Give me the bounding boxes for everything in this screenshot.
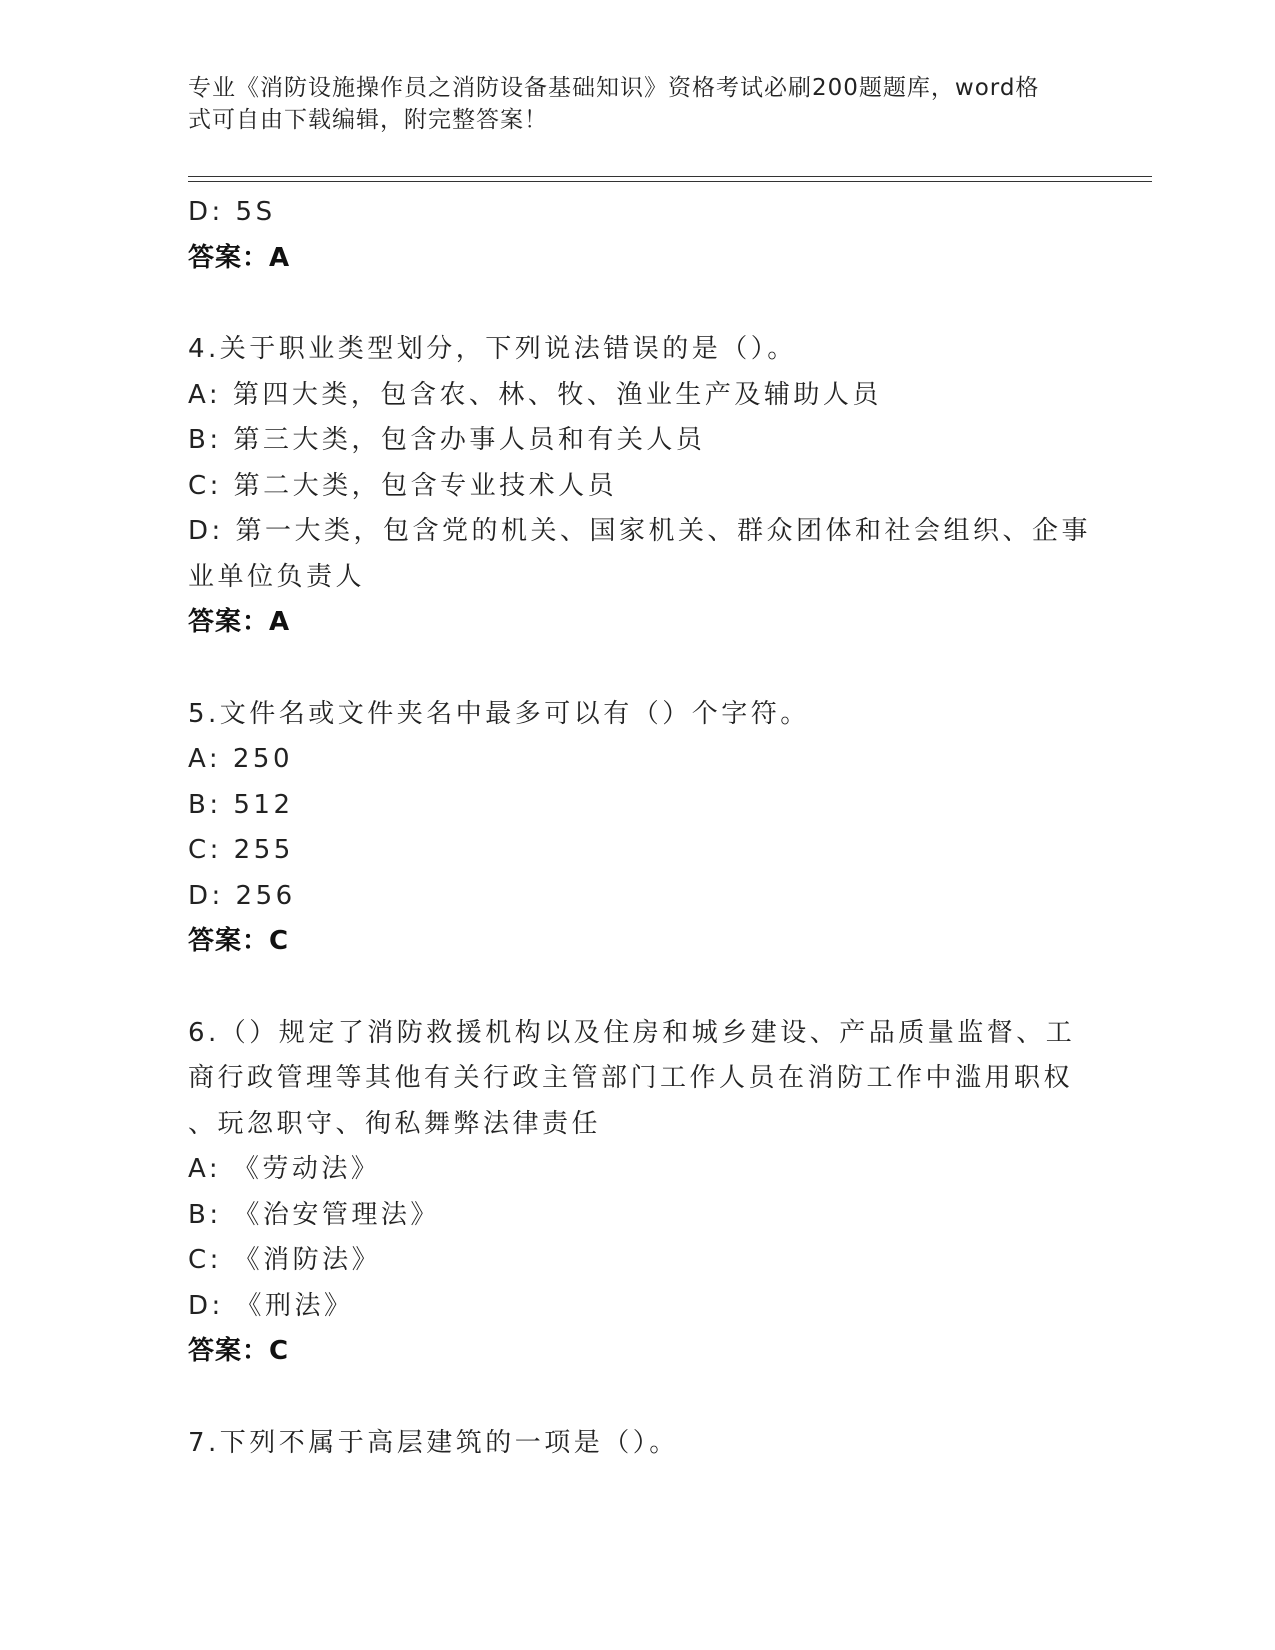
question-stem: 4.关于职业类型划分，下列说法错误的是（）。 — [188, 334, 797, 364]
spacer — [188, 1375, 1088, 1421]
question-stem: 5.文件名或文件夹名中最多可以有（）个字符。 — [188, 698, 810, 729]
option-d-continued: 业单位负责人 — [188, 561, 366, 592]
option-d: D: 256 — [188, 880, 296, 911]
question-stem-line-1: 6.（）规定了消防救援机构以及住房和城乡建设、产品质量监督、工 — [188, 1017, 1076, 1048]
question-6 — [188, 1011, 1088, 1375]
spacer — [188, 281, 1088, 327]
spacer — [188, 965, 1088, 1011]
header-rule-top — [188, 176, 1152, 177]
option-d: D: 《刑法》 — [188, 1290, 354, 1321]
answer-line: 答案：A — [188, 607, 291, 637]
option-a: A: 250 — [188, 744, 293, 774]
option-c: C: 第二大类，包含专业技术人员 — [188, 470, 618, 501]
header-line-1: 专业《消防设施操作员之消防设备基础知识》资格考试必刷200题题库，word格 — [188, 75, 1040, 101]
option-b: B: 512 — [188, 789, 294, 820]
question-7 — [188, 1421, 1088, 1467]
question-stem-line-3: 、玩忽职守、徇私舞弊法律责任 — [188, 1108, 602, 1139]
question-list — [188, 190, 1092, 1466]
option-d: D: 第一大类，包含党的机关、国家机关、群众团体和社会组织、企事 — [188, 516, 1092, 546]
option-c: C: 255 — [188, 835, 294, 865]
question-stem: 7.下列不属于高层建筑的一项是（）。 — [188, 1427, 679, 1458]
question-stem-line-2: 商行政管理等其他有关行政主管部门工作人员在消防工作中滥用职权 — [188, 1063, 1074, 1093]
question-4 — [188, 327, 1092, 646]
option-a: A: 第四大类，包含农、林、牧、渔业生产及辅助人员 — [188, 379, 882, 410]
header-rule-bottom — [188, 181, 1152, 182]
option-b: B: 《治安管理法》 — [188, 1199, 440, 1230]
question-5 — [188, 692, 1088, 965]
answer-line: 答案：C — [188, 926, 290, 956]
option-a: A: 《劳动法》 — [188, 1154, 381, 1184]
question-3-tail — [188, 190, 1088, 281]
option-d: D: 5S — [188, 197, 276, 227]
document-header — [188, 72, 1068, 136]
option-c: C: 《消防法》 — [188, 1245, 382, 1275]
answer-line: 答案：A — [188, 242, 291, 273]
header-line-2: 式可自由下载编辑，附完整答案！ — [188, 107, 548, 133]
spacer — [188, 646, 1088, 692]
option-b: B: 第三大类，包含办事人员和有关人员 — [188, 425, 706, 455]
answer-line: 答案：C — [188, 1336, 290, 1366]
